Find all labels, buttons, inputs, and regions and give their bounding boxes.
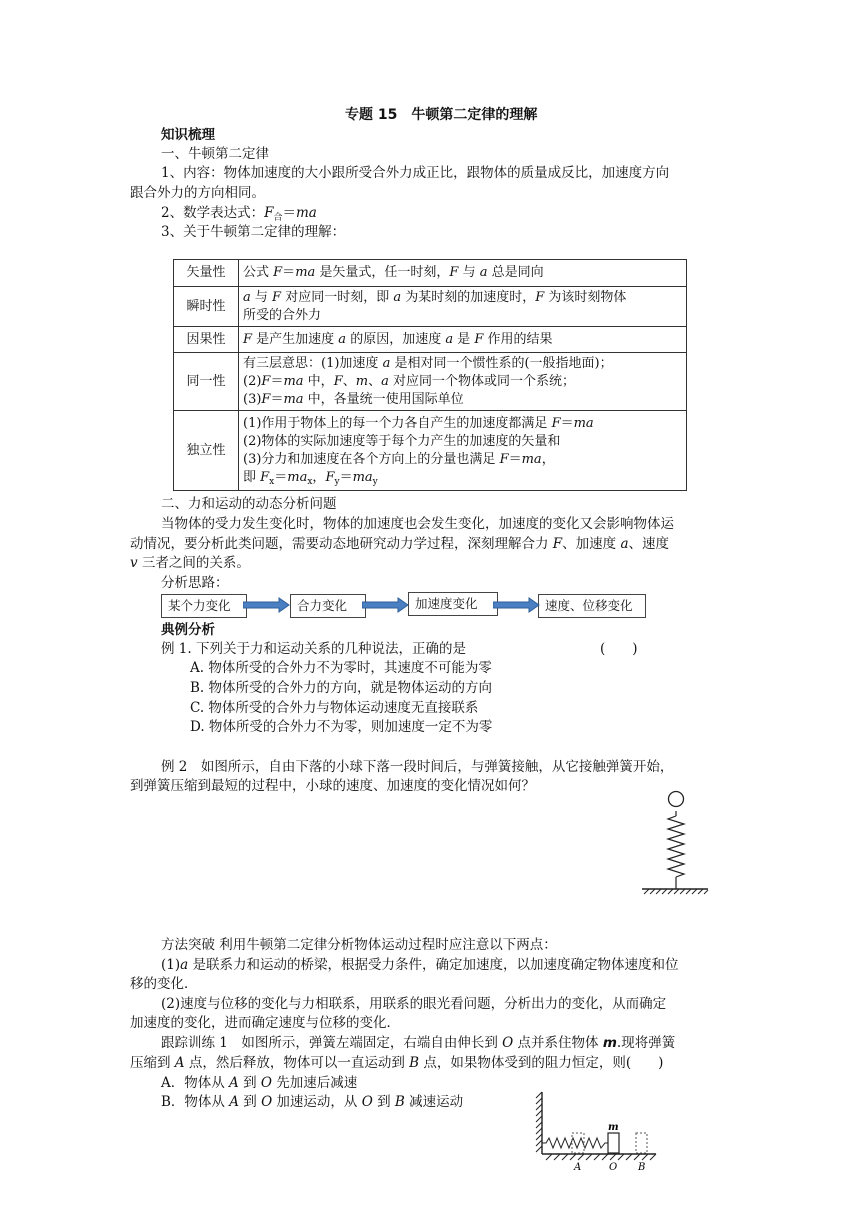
- flow-step-acceleration-change: 加速度变化: [408, 592, 498, 616]
- label-a: A: [574, 1162, 582, 1173]
- understanding-line: 3、关于牛顿第二定律的理解：: [161, 224, 346, 240]
- formula-F: F: [264, 205, 274, 221]
- sec2-paragraph-line2: 动情况，要分析此类问题，需要动态地研究动力学过程，深刻理解合力 F、加速度 a、速度: [130, 536, 670, 552]
- table-row: [174, 287, 687, 327]
- method2-line2: 加速度的变化，进而确定速度与位移的变化．: [130, 1015, 400, 1031]
- page-title: 专题 15 牛顿第二定律的理解: [345, 107, 538, 123]
- table-key: 矢量性: [174, 260, 239, 287]
- position-b-outline: [636, 1133, 647, 1153]
- content-line-2: 跟合外力的方向相同。: [130, 185, 265, 201]
- properties-table: [173, 259, 687, 491]
- formula-ma: ma: [295, 205, 317, 221]
- example1-option-b: B. 物体所受的合外力的方向，就是物体运动的方向: [190, 680, 493, 696]
- flow-step-net-force-change: 合力变化: [290, 594, 366, 618]
- example1-question: 例 1. 下列关于力和运动关系的几种说法，正确的是: [161, 641, 466, 657]
- table-value: 有三层意思：(1)加速度 a 是相对同一个惯性系的(一般指地面)； (2)F＝ma 中，F、m、a 对应同一个物体或同一个系统； (3)F＝ma 中，各量统一使用国际单位: [239, 353, 687, 411]
- sec2-paragraph-line1: 当物体的受力发生变化时，物体的加速度也会发生变化，加速度的变化又会影响物体运: [161, 516, 674, 532]
- method1-line2: 移的变化．: [130, 976, 198, 992]
- position-a-outline: [572, 1133, 584, 1153]
- label-m: m: [608, 1122, 619, 1133]
- flow-arrow-icon: [243, 597, 291, 613]
- section1-heading: 一、牛顿第二定律: [161, 146, 269, 162]
- flow-arrow-icon: [362, 597, 410, 613]
- training1-option-a: A．物体从 A 到 O 先加速后减速: [161, 1075, 358, 1091]
- table-value: a 与 F 对应同一时刻，即 a 为某时刻的加速度时，F 为该时刻物体 所受的合外力: [239, 287, 687, 327]
- spring-ball-figure: [636, 785, 716, 900]
- spring-icon: [668, 816, 684, 877]
- formula-sub: 合: [273, 213, 283, 223]
- example2-line1: 例 2 如图所示，自由下落的小球下落一段时间后，与弹簧接触，从它接触弹簧开始，: [161, 759, 674, 775]
- analysis-label: 分析思路：: [161, 575, 229, 591]
- content-line-1: 1、内容：物体加速度的大小跟所受合外力成正比，跟物体的质量成反比，加速度方向: [161, 165, 670, 181]
- label-b: B: [638, 1162, 646, 1173]
- table-key: 独立性: [174, 411, 239, 491]
- table-row: [174, 353, 687, 411]
- method1-line1: (1)a 是联系力和运动的桥梁，根据受力条件，确定加速度，以加速度确定物体速度和位: [161, 957, 679, 973]
- block-m-icon: [608, 1133, 619, 1153]
- method-heading: 方法突破 利用牛顿第二定律分析物体运动过程时应注意以下两点：: [161, 937, 557, 953]
- training1-option-b: B．物体从 A 到 O 加速运动，从 O 到 B 减速运动: [161, 1094, 464, 1110]
- spring-icon: [542, 1138, 608, 1148]
- formula-line: [161, 204, 317, 222]
- example1-option-d: D. 物体所受的合外力不为零，则加速度一定不为零: [190, 719, 493, 735]
- example1-option-c: C. 物体所受的合外力与物体运动速度无直接联系: [190, 700, 479, 716]
- section-knowledge-heading: 知识梳理: [161, 127, 215, 143]
- flow-step-velocity-displacement-change: 速度、位移变化: [538, 594, 646, 618]
- table-value: (1)作用于物体上的每一个力各自产生的加速度都满足 F＝ma (2)物体的实际加速度等于每个力产生的加速度的矢量和 (3)分力和加速度在各个方向上的分量也满足 F＝ma， 即 $F_x=ma_x$，$F_y=ma_y$: [239, 411, 687, 491]
- formula-prefix: 2、数学表达式：: [161, 205, 265, 221]
- example2-line2: 到弹簧压缩到最短的过程中，小球的速度、加速度的变化情况如何？: [130, 778, 535, 794]
- flow-step-force-change: 某个力变化: [161, 594, 247, 618]
- section-examples-heading: 典例分析: [161, 622, 215, 638]
- sec2-paragraph-line3: v 三者之间的关系。: [130, 555, 250, 571]
- table-row: [174, 260, 687, 287]
- table-value: 公式 F＝ma 是矢量式，任一时刻，F 与 a 总是同向: [239, 260, 687, 287]
- label-o: O: [609, 1162, 618, 1173]
- formula-eq: ＝: [282, 205, 296, 221]
- example1-answer-blank: ( ): [600, 641, 638, 657]
- example1-option-a: A. 物体所受的合外力不为零时，其速度不可能为零: [190, 660, 492, 676]
- section2-heading: 二、力和运动的动态分析问题: [161, 496, 337, 512]
- table-key: 瞬时性: [174, 287, 239, 327]
- spring-block-figure: [532, 1088, 662, 1176]
- training1-line1: 跟踪训练 1 如图所示，弹簧左端固定，右端自由伸长到 O 点并系住物体 m.现将弹簧: [161, 1035, 676, 1051]
- flow-arrow-icon: [493, 597, 541, 613]
- training1-line2: 压缩到 A 点，然后释放，物体可以一直运动到 B 点，如果物体受到的阻力恒定，则( ): [130, 1055, 664, 1071]
- table-row: [174, 327, 687, 353]
- table-key: 因果性: [174, 327, 239, 353]
- method2-line1: (2)速度与位移的变化与力相联系，用联系的眼光看问题，分析出力的变化，从而确定: [161, 996, 667, 1012]
- ball-icon: [669, 792, 684, 807]
- table-row: [174, 411, 687, 491]
- table-key: 同一性: [174, 353, 239, 411]
- table-value: F 是产生加速度 a 的原因，加速度 a 是 F 作用的结果: [239, 327, 687, 353]
